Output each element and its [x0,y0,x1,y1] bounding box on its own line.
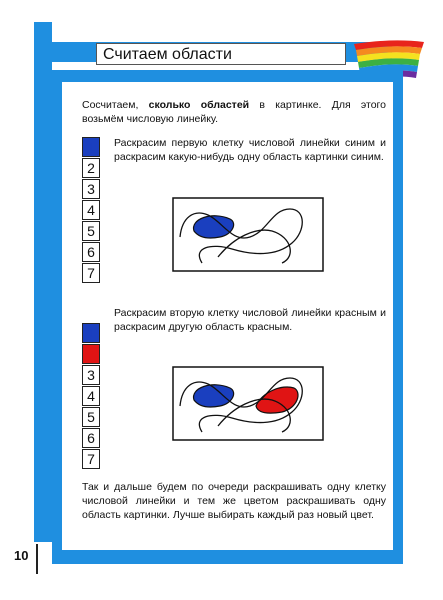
region-picture-1 [172,197,324,272]
ruler-cell: 4 [82,386,100,406]
ruler-cell: 5 [82,407,100,427]
content-frame [52,70,403,564]
ruler-cell: 7 [82,263,100,283]
number-ruler-2 [82,322,100,469]
region-picture-2 [172,366,324,441]
ruler-cell: 2 [82,158,100,178]
intro-text: Сосчитаем, сколько областей в картинке. Для этого возьмём числовую линейку. [82,99,386,125]
outro-text: Так и дальше будем по очереди раскрашивать одну клетку числовой линейки и тем же цветом раскрашивать одну область картинки. Лучше выбирать каждый раз новый цвет. [82,481,386,521]
ruler-cell: 5 [82,221,100,241]
ruler-cell: 1 [82,137,100,157]
left-blue-stripe [34,22,52,542]
ruler-cell: 1 [82,323,100,343]
step2-text: Раскрасим вторую клетку числовой линейки красным и раскрасим другую область красным. [114,307,386,333]
ruler-cell: 6 [82,428,100,448]
ruler-cell: 6 [82,242,100,262]
step1-text: Раскрасим первую клетку числовой линейки синим и раскрасим какую-нибудь одну область картинки синим. [114,137,386,163]
ruler-cell: 2 [82,344,100,364]
page-number: 10 [14,548,29,563]
page-number-divider [36,544,38,574]
ruler-cell: 3 [82,365,100,385]
content-panel [62,82,393,550]
number-ruler-1 [82,136,100,283]
ruler-cell: 4 [82,200,100,220]
ruler-cell: 7 [82,449,100,469]
page-title: Считаем области [96,43,346,65]
intro-bold: сколько областей [148,99,250,111]
ruler-cell: 3 [82,179,100,199]
